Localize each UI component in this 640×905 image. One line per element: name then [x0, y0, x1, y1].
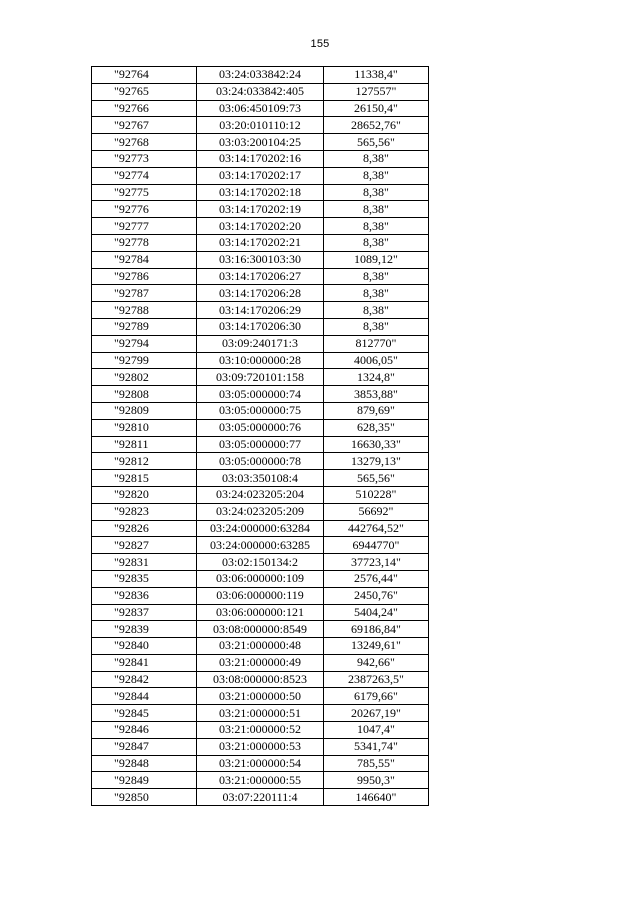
row-id-cell: "92788 [92, 302, 197, 319]
cadastral-number-cell: 03:02:150134:2 [197, 554, 324, 571]
row-id-cell: "92766 [92, 100, 197, 117]
cadastral-number-cell: 03:06:000000:109 [197, 570, 324, 587]
value-cell: 127557" [324, 83, 429, 100]
row-id-cell: "92841 [92, 654, 197, 671]
row-id-cell: "92837 [92, 604, 197, 621]
cadastral-number-cell: 03:05:000000:75 [197, 402, 324, 419]
value-cell: 8,38" [324, 285, 429, 302]
row-id-cell: "92789 [92, 318, 197, 335]
value-cell: 8,38" [324, 184, 429, 201]
table-row [92, 402, 429, 419]
cadastral-number-cell: 03:24:033842:405 [197, 83, 324, 100]
cadastral-number-cell: 03:14:170202:19 [197, 201, 324, 218]
table-row [92, 150, 429, 167]
table-row [92, 554, 429, 571]
value-cell: 8,38" [324, 234, 429, 251]
row-id-cell: "92835 [92, 570, 197, 587]
row-id-cell: "92810 [92, 419, 197, 436]
cadastral-number-cell: 03:21:000000:48 [197, 638, 324, 655]
row-id-cell: "92848 [92, 755, 197, 772]
table-row [92, 587, 429, 604]
value-cell: 812770" [324, 335, 429, 352]
value-cell: 942,66" [324, 654, 429, 671]
table-row [92, 722, 429, 739]
row-id-cell: "92827 [92, 537, 197, 554]
table-row [92, 671, 429, 688]
value-cell: 13249,61" [324, 638, 429, 655]
table-row [92, 755, 429, 772]
value-cell: 565,56" [324, 470, 429, 487]
cadastral-number-cell: 03:03:350108:4 [197, 470, 324, 487]
table-row [92, 268, 429, 285]
row-id-cell: "92765 [92, 83, 197, 100]
value-cell: 28652,76" [324, 117, 429, 134]
table-row [92, 318, 429, 335]
value-cell: 628,35" [324, 419, 429, 436]
row-id-cell: "92840 [92, 638, 197, 655]
table-row [92, 83, 429, 100]
value-cell: 565,56" [324, 134, 429, 151]
cadastral-number-cell: 03:24:023205:209 [197, 503, 324, 520]
value-cell: 69186,84" [324, 621, 429, 638]
cadastral-number-cell: 03:09:720101:158 [197, 369, 324, 386]
table-row [92, 335, 429, 352]
cadastral-number-cell: 03:21:000000:53 [197, 738, 324, 755]
table-row [92, 537, 429, 554]
value-cell: 8,38" [324, 150, 429, 167]
cadastral-number-cell: 03:24:023205:204 [197, 486, 324, 503]
value-cell: 1089,12" [324, 251, 429, 268]
row-id-cell: "92831 [92, 554, 197, 571]
table-row [92, 234, 429, 251]
value-cell: 20267,19" [324, 705, 429, 722]
value-cell: 6179,66" [324, 688, 429, 705]
cadastral-number-cell: 03:14:170202:21 [197, 234, 324, 251]
value-cell: 5341,74" [324, 738, 429, 755]
cadastral-number-cell: 03:14:170202:20 [197, 218, 324, 235]
row-id-cell: "92808 [92, 386, 197, 403]
value-cell: 13279,13" [324, 453, 429, 470]
table-row [92, 134, 429, 151]
cadastral-number-cell: 03:14:170202:18 [197, 184, 324, 201]
table-row [92, 285, 429, 302]
row-id-cell: "92784 [92, 251, 197, 268]
cadastral-number-cell: 03:14:170206:30 [197, 318, 324, 335]
row-id-cell: "92802 [92, 369, 197, 386]
table-row [92, 436, 429, 453]
table-row [92, 184, 429, 201]
value-cell: 6944770" [324, 537, 429, 554]
table-row [92, 503, 429, 520]
table-row [92, 218, 429, 235]
cadastral-number-cell: 03:14:170202:17 [197, 167, 324, 184]
cadastral-number-cell: 03:16:300103:30 [197, 251, 324, 268]
row-id-cell: "92764 [92, 67, 197, 84]
table-row [92, 772, 429, 789]
row-id-cell: "92799 [92, 352, 197, 369]
row-id-cell: "92845 [92, 705, 197, 722]
row-id-cell: "92768 [92, 134, 197, 151]
value-cell: 2450,76" [324, 587, 429, 604]
cadastral-number-cell: 03:24:000000:63285 [197, 537, 324, 554]
cadastral-number-cell: 03:08:000000:8549 [197, 621, 324, 638]
cadastral-number-cell: 03:21:000000:52 [197, 722, 324, 739]
value-cell: 2387263,5" [324, 671, 429, 688]
cadastral-number-cell: 03:10:000000:28 [197, 352, 324, 369]
row-id-cell: "92767 [92, 117, 197, 134]
row-id-cell: "92849 [92, 772, 197, 789]
cadastral-number-cell: 03:14:170206:28 [197, 285, 324, 302]
cadastral-number-cell: 03:21:000000:50 [197, 688, 324, 705]
row-id-cell: "92820 [92, 486, 197, 503]
table-row [92, 705, 429, 722]
cadastral-number-cell: 03:03:200104:25 [197, 134, 324, 151]
value-cell: 879,69" [324, 402, 429, 419]
table-body [92, 67, 429, 806]
row-id-cell: "92850 [92, 789, 197, 806]
cadastral-number-cell: 03:06:450109:73 [197, 100, 324, 117]
row-id-cell: "92794 [92, 335, 197, 352]
value-cell: 510228" [324, 486, 429, 503]
table-row [92, 654, 429, 671]
value-cell: 37723,14" [324, 554, 429, 571]
row-id-cell: "92815 [92, 470, 197, 487]
cadastral-number-cell: 03:05:000000:76 [197, 419, 324, 436]
row-id-cell: "92775 [92, 184, 197, 201]
row-id-cell: "92844 [92, 688, 197, 705]
value-cell: 26150,4" [324, 100, 429, 117]
cadastral-number-cell: 03:07:220111:4 [197, 789, 324, 806]
table-row [92, 738, 429, 755]
table-row [92, 789, 429, 806]
row-id-cell: "92826 [92, 520, 197, 537]
table-row [92, 453, 429, 470]
row-id-cell: "92774 [92, 167, 197, 184]
row-id-cell: "92812 [92, 453, 197, 470]
value-cell: 8,38" [324, 167, 429, 184]
value-cell: 442764,52" [324, 520, 429, 537]
cadastral-number-cell: 03:21:000000:51 [197, 705, 324, 722]
row-id-cell: "92778 [92, 234, 197, 251]
row-id-cell: "92809 [92, 402, 197, 419]
table-row [92, 638, 429, 655]
cadastral-number-cell: 03:24:033842:24 [197, 67, 324, 84]
value-cell: 8,38" [324, 302, 429, 319]
table-row [92, 302, 429, 319]
cadastral-number-cell: 03:21:000000:54 [197, 755, 324, 772]
value-cell: 8,38" [324, 268, 429, 285]
table-row [92, 352, 429, 369]
cadastral-number-cell: 03:24:000000:63284 [197, 520, 324, 537]
table-row [92, 621, 429, 638]
cadastral-number-cell: 03:14:170206:27 [197, 268, 324, 285]
row-id-cell: "92776 [92, 201, 197, 218]
table-row [92, 688, 429, 705]
row-id-cell: "92846 [92, 722, 197, 739]
cadastral-number-cell: 03:06:000000:119 [197, 587, 324, 604]
value-cell: 3853,88" [324, 386, 429, 403]
table-row [92, 167, 429, 184]
cadastral-number-cell: 03:21:000000:49 [197, 654, 324, 671]
cadastral-number-cell: 03:20:010110:12 [197, 117, 324, 134]
cadastral-number-cell: 03:09:240171:3 [197, 335, 324, 352]
table-row [92, 369, 429, 386]
value-cell: 2576,44" [324, 570, 429, 587]
table-row [92, 251, 429, 268]
table-row [92, 67, 429, 84]
cadastral-number-cell: 03:08:000000:8523 [197, 671, 324, 688]
value-cell: 1324,8" [324, 369, 429, 386]
table-row [92, 419, 429, 436]
cadastral-number-cell: 03:05:000000:77 [197, 436, 324, 453]
table-row [92, 100, 429, 117]
table-row [92, 470, 429, 487]
value-cell: 16630,33" [324, 436, 429, 453]
cadastral-number-cell: 03:14:170206:29 [197, 302, 324, 319]
row-id-cell: "92787 [92, 285, 197, 302]
table-row [92, 486, 429, 503]
table-row [92, 201, 429, 218]
value-cell: 8,38" [324, 318, 429, 335]
row-id-cell: "92836 [92, 587, 197, 604]
row-id-cell: "92773 [92, 150, 197, 167]
table-row [92, 520, 429, 537]
row-id-cell: "92777 [92, 218, 197, 235]
row-id-cell: "92839 [92, 621, 197, 638]
row-id-cell: "92811 [92, 436, 197, 453]
value-cell: 56692" [324, 503, 429, 520]
row-id-cell: "92786 [92, 268, 197, 285]
value-cell: 4006,05" [324, 352, 429, 369]
cadastral-number-cell: 03:14:170202:16 [197, 150, 324, 167]
row-id-cell: "92842 [92, 671, 197, 688]
table-row [92, 386, 429, 403]
row-id-cell: "92847 [92, 738, 197, 755]
row-id-cell: "92823 [92, 503, 197, 520]
cadastral-number-cell: 03:21:000000:55 [197, 772, 324, 789]
value-cell: 5404,24" [324, 604, 429, 621]
value-cell: 9950,3" [324, 772, 429, 789]
cadastral-number-cell: 03:05:000000:74 [197, 386, 324, 403]
value-cell: 146640" [324, 789, 429, 806]
table-row [92, 604, 429, 621]
cadastral-number-cell: 03:06:000000:121 [197, 604, 324, 621]
value-cell: 1047,4" [324, 722, 429, 739]
table-row [92, 570, 429, 587]
table-row [92, 117, 429, 134]
data-table [91, 66, 429, 806]
value-cell: 785,55" [324, 755, 429, 772]
value-cell: 8,38" [324, 218, 429, 235]
value-cell: 8,38" [324, 201, 429, 218]
value-cell: 11338,4" [324, 67, 429, 84]
page-number: 155 [310, 38, 330, 50]
cadastral-number-cell: 03:05:000000:78 [197, 453, 324, 470]
